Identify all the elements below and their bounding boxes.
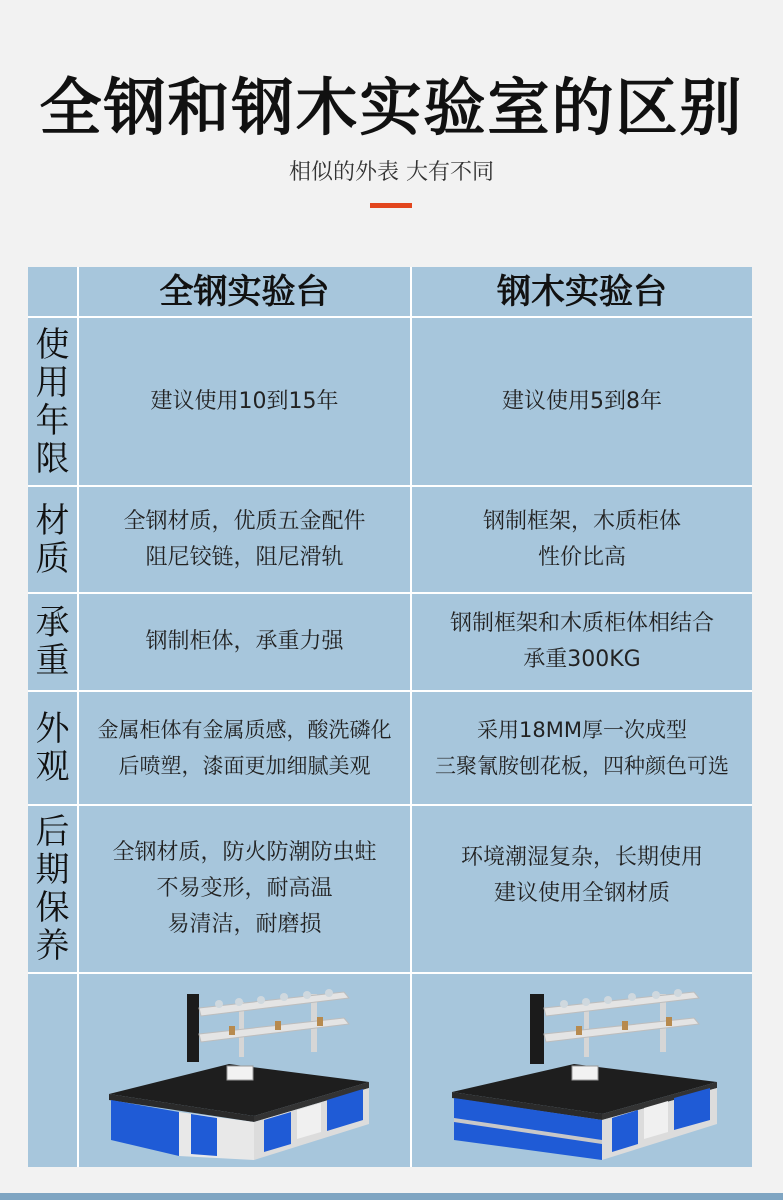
row-label-char: 观	[35, 747, 70, 787]
header-corner-cell	[28, 267, 77, 316]
steel-lab-bench-image	[79, 974, 410, 1167]
cell-line: 承重300KG	[523, 647, 641, 672]
cell-line: 不易变形，耐高温	[156, 876, 333, 901]
image-row-label-cell	[28, 974, 77, 1167]
cell-line: 后喷塑，漆面更加细腻美观	[118, 754, 371, 778]
cell-line: 性价比高	[537, 544, 626, 570]
cell-line: 采用18MM厚一次成型	[477, 718, 687, 742]
steel-wood-lab-bench-image	[412, 974, 752, 1167]
row-label-char: 用	[35, 362, 70, 403]
row-label-char: 材	[35, 500, 70, 541]
cell-line: 易清洁，耐磨损	[167, 912, 322, 937]
cell-steel-lifespan	[79, 318, 410, 485]
row-label-char: 期	[35, 850, 70, 890]
cell-line: 全钢材质，防火防潮防虫蛀	[112, 840, 377, 865]
row-label-char: 承	[35, 603, 70, 643]
row-label-char: 质	[35, 538, 70, 579]
row-label-char: 外	[35, 709, 70, 749]
accent-divider	[370, 203, 412, 208]
cell-wood-load	[412, 594, 752, 690]
cell-wood-image	[412, 974, 752, 1167]
row-label-material	[28, 487, 77, 592]
row-label-char: 养	[35, 926, 70, 966]
row-label-char: 限	[35, 438, 70, 479]
page-subtitle: 相似的外表 大有不同	[289, 160, 494, 185]
row-label-maintenance	[28, 806, 77, 972]
row-label-lifespan	[28, 318, 77, 485]
cell-steel-image	[79, 974, 410, 1167]
row-label-char: 重	[35, 641, 70, 681]
row-label-char: 保	[35, 888, 70, 928]
cell-line: 建议使用5到8年	[502, 388, 662, 414]
row-label-load	[28, 594, 77, 690]
row-label-appearance	[28, 692, 77, 804]
cell-wood-maintenance	[412, 806, 752, 972]
cell-wood-lifespan	[412, 318, 752, 485]
row-label-char: 使	[35, 324, 70, 365]
cell-line: 三聚氰胺刨花板，四种颜色可选	[435, 754, 729, 778]
page-title: 全钢和钢木实验室的区别	[39, 71, 744, 144]
cell-line: 金属柜体有金属质感，酸洗磷化	[97, 718, 392, 742]
header-steel-wood: 钢木实验台	[412, 267, 752, 316]
cell-wood-appearance	[412, 692, 752, 804]
cell-line: 钢制柜体，承重力强	[145, 629, 344, 654]
cell-steel-material	[79, 487, 410, 592]
cell-line: 建议使用全钢材质	[493, 881, 670, 906]
cell-line: 建议使用10到15年	[150, 388, 339, 414]
header-steel: 全钢实验台	[79, 267, 410, 316]
bottom-border	[0, 1193, 783, 1200]
cell-steel-load	[79, 594, 410, 690]
row-label-char: 后	[35, 812, 70, 852]
comparison-table	[28, 267, 752, 1167]
cell-line: 阻尼铰链，阻尼滑轨	[145, 544, 344, 570]
cell-wood-material	[412, 487, 752, 592]
cell-line: 钢制框架和木质柜体相结合	[449, 611, 714, 636]
cell-line: 全钢材质，优质五金配件	[123, 508, 366, 534]
cell-line: 环境潮湿复杂，长期使用	[460, 845, 703, 870]
row-label-char: 年	[35, 400, 70, 441]
cell-line: 钢制框架，木质柜体	[482, 508, 681, 534]
cell-steel-appearance	[79, 692, 410, 804]
cell-steel-maintenance	[79, 806, 410, 972]
